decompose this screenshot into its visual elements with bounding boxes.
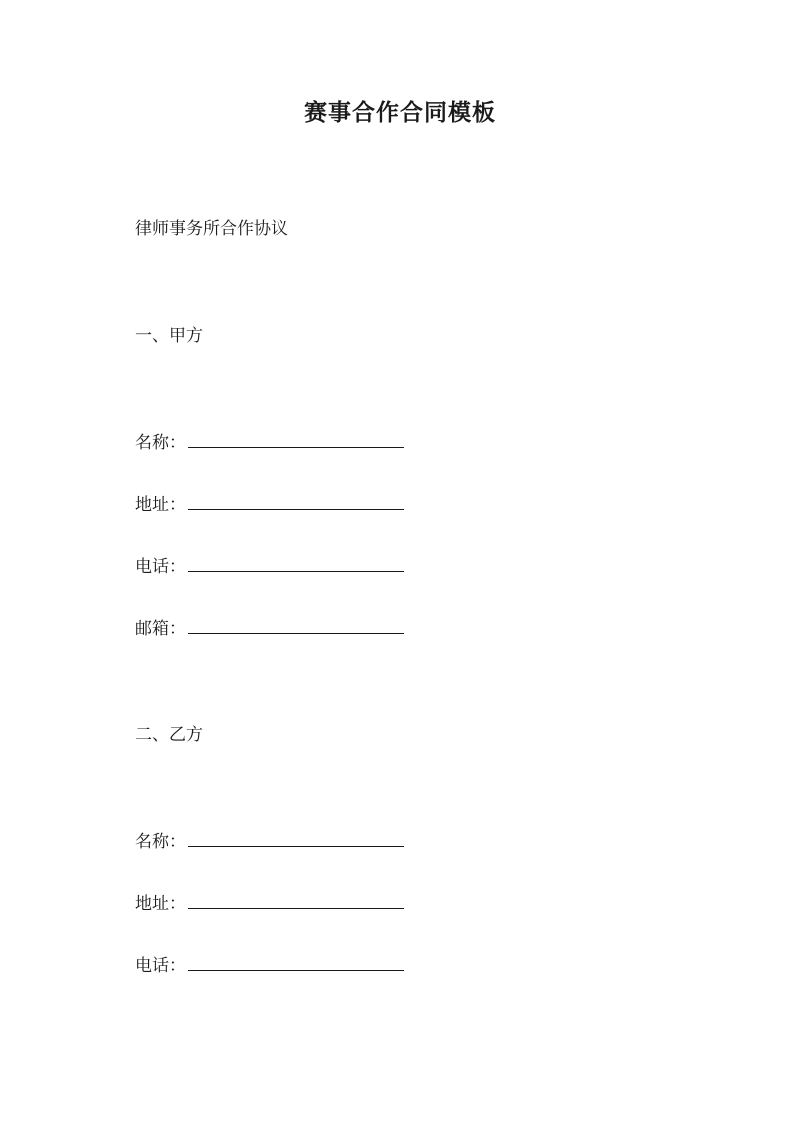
party-a-heading: 一、甲方 bbox=[135, 326, 203, 346]
blank-line bbox=[188, 495, 404, 510]
party-a-email-field bbox=[135, 617, 404, 641]
document-subtitle: 律师事务所合作协议 bbox=[135, 219, 288, 239]
field-label: 电话： bbox=[135, 557, 186, 577]
blank-line bbox=[188, 557, 404, 572]
party-b-heading: 二、乙方 bbox=[135, 725, 203, 745]
field-label: 名称： bbox=[135, 832, 186, 852]
blank-line bbox=[188, 619, 404, 634]
field-label: 地址： bbox=[135, 894, 186, 914]
blank-line bbox=[188, 894, 404, 909]
party-a-name-field bbox=[135, 431, 404, 455]
blank-line bbox=[188, 956, 404, 971]
blank-line bbox=[188, 433, 404, 448]
party-b-phone-field bbox=[135, 954, 404, 978]
field-label: 电话： bbox=[135, 956, 186, 976]
field-label: 邮箱： bbox=[135, 619, 186, 639]
party-b-name-field bbox=[135, 830, 404, 854]
party-a-address-field bbox=[135, 493, 404, 517]
party-b-address-field bbox=[135, 892, 404, 916]
field-label: 名称： bbox=[135, 433, 186, 453]
document-title: 赛事合作合同模板 bbox=[304, 99, 496, 126]
field-label: 地址： bbox=[135, 495, 186, 515]
blank-line bbox=[188, 832, 404, 847]
party-a-phone-field bbox=[135, 555, 404, 579]
